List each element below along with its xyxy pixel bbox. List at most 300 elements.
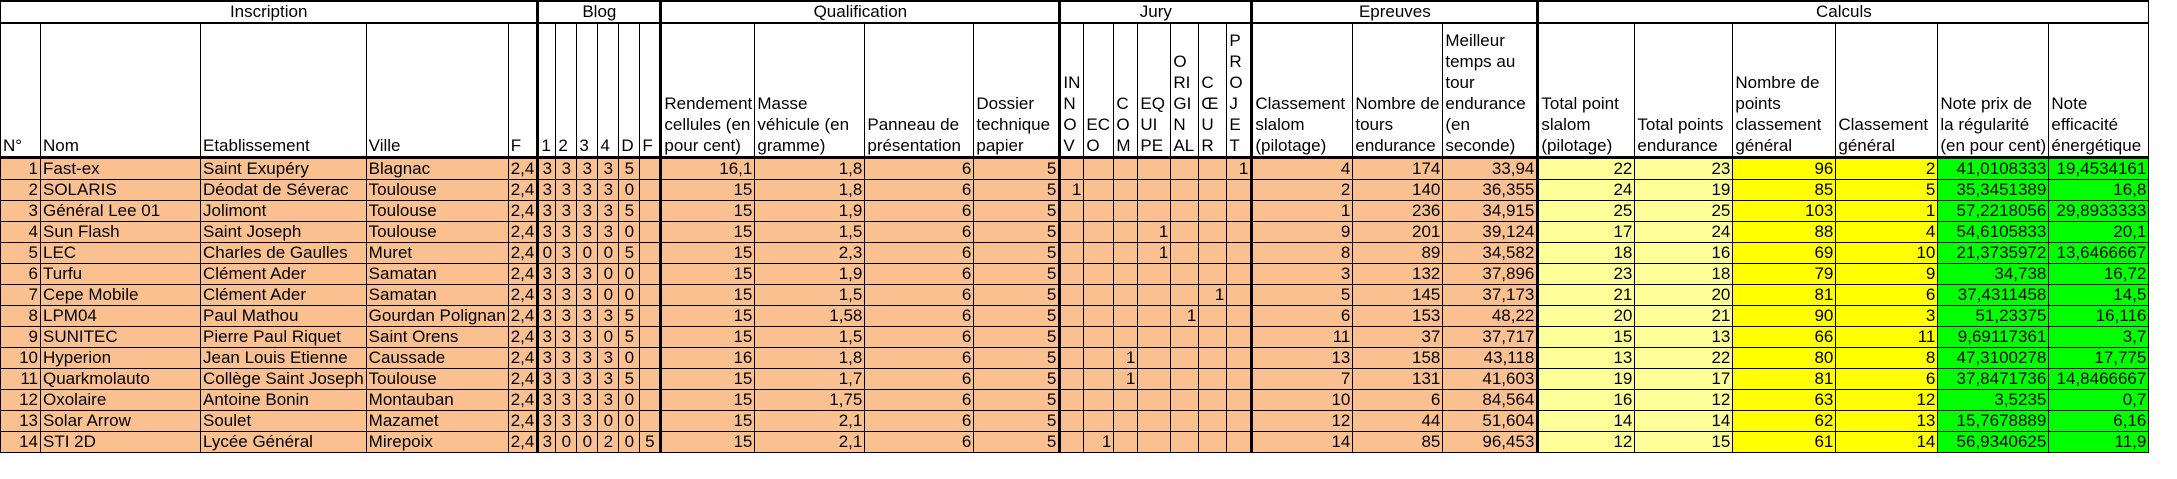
cell-com[interactable] [1114, 222, 1138, 243]
cell-com[interactable] [1114, 390, 1138, 411]
cell-classement-general[interactable]: 12 [1836, 390, 1938, 411]
cell-blog-1[interactable]: 3 [538, 158, 556, 180]
cell-total-slalom[interactable]: 19 [1538, 369, 1635, 390]
cell-classement-slalom[interactable]: 3 [1252, 264, 1353, 285]
cell-points-general[interactable]: 63 [1733, 390, 1836, 411]
cell-blog-1[interactable]: 3 [538, 285, 556, 306]
cell-points-general[interactable]: 62 [1733, 411, 1836, 432]
cell-innov[interactable] [1060, 201, 1084, 222]
cell-etablissement[interactable]: Clément Ader [201, 285, 367, 306]
cell-coeur[interactable] [1199, 348, 1227, 369]
cell-coeur[interactable] [1199, 243, 1227, 264]
cell-note-efficacite[interactable]: 19,4534161 [2049, 158, 2149, 180]
cell-rendement[interactable]: 15 [661, 411, 755, 432]
cell-panneau[interactable]: 6 [865, 411, 974, 432]
cell-blog-2[interactable]: 3 [556, 158, 577, 180]
cell-numero[interactable]: 11 [1, 369, 41, 390]
cell-equipe[interactable] [1138, 369, 1171, 390]
cell-equipe[interactable] [1138, 201, 1171, 222]
cell-points-general[interactable]: 90 [1733, 306, 1836, 327]
cell-points-general[interactable]: 103 [1733, 201, 1836, 222]
cell-dossier[interactable]: 5 [974, 390, 1060, 411]
cell-equipe[interactable] [1138, 327, 1171, 348]
cell-dossier[interactable]: 5 [974, 222, 1060, 243]
cell-total-slalom[interactable]: 25 [1538, 201, 1635, 222]
cell-coeur[interactable] [1199, 222, 1227, 243]
cell-blog-1[interactable]: 3 [538, 432, 556, 453]
cell-original[interactable] [1171, 180, 1199, 201]
cell-total-slalom[interactable]: 20 [1538, 306, 1635, 327]
cell-classement-slalom[interactable]: 2 [1252, 180, 1353, 201]
cell-note-efficacite[interactable]: 14,5 [2049, 285, 2149, 306]
cell-blog-1[interactable]: 3 [538, 411, 556, 432]
cell-total-endurance[interactable]: 24 [1635, 222, 1733, 243]
cell-panneau[interactable]: 6 [865, 264, 974, 285]
cell-eco[interactable]: 1 [1084, 432, 1114, 453]
cell-panneau[interactable]: 6 [865, 390, 974, 411]
cell-blog-d[interactable]: 0 [619, 411, 640, 432]
cell-com[interactable] [1114, 327, 1138, 348]
cell-classement-slalom[interactable]: 7 [1252, 369, 1353, 390]
cell-total-endurance[interactable]: 12 [1635, 390, 1733, 411]
cell-blog-3[interactable]: 3 [577, 158, 598, 180]
cell-numero[interactable]: 12 [1, 390, 41, 411]
cell-original[interactable] [1171, 158, 1199, 180]
cell-numero[interactable]: 3 [1, 201, 41, 222]
cell-meilleur-temps[interactable]: 37,896 [1443, 264, 1538, 285]
cell-blog-4[interactable]: 0 [598, 264, 619, 285]
cell-innov[interactable] [1060, 243, 1084, 264]
cell-blog-4[interactable]: 3 [598, 158, 619, 180]
cell-meilleur-temps[interactable]: 41,603 [1443, 369, 1538, 390]
cell-rendement[interactable]: 15 [661, 369, 755, 390]
cell-dossier[interactable]: 5 [974, 369, 1060, 390]
cell-blog-f[interactable] [640, 264, 661, 285]
cell-note-efficacite[interactable]: 6,16 [2049, 411, 2149, 432]
cell-meilleur-temps[interactable]: 84,564 [1443, 390, 1538, 411]
cell-blog-d[interactable]: 5 [619, 243, 640, 264]
cell-classement-general[interactable]: 14 [1836, 432, 1938, 453]
cell-meilleur-temps[interactable]: 34,915 [1443, 201, 1538, 222]
cell-blog-d[interactable]: 0 [619, 180, 640, 201]
cell-projet[interactable] [1227, 285, 1252, 306]
cell-nom[interactable]: Turfu [41, 264, 201, 285]
cell-blog-3[interactable]: 3 [577, 306, 598, 327]
cell-note-regularite[interactable]: 54,6105833 [1938, 222, 2049, 243]
cell-points-general[interactable]: 66 [1733, 327, 1836, 348]
cell-note-efficacite[interactable]: 17,775 [2049, 348, 2149, 369]
cell-original[interactable] [1171, 222, 1199, 243]
cell-ville[interactable]: Mazamet [366, 411, 508, 432]
cell-projet[interactable] [1227, 411, 1252, 432]
cell-blog-d[interactable]: 5 [619, 369, 640, 390]
cell-note-efficacite[interactable]: 29,8933333 [2049, 201, 2149, 222]
cell-blog-f[interactable] [640, 222, 661, 243]
cell-blog-f[interactable] [640, 285, 661, 306]
cell-equipe[interactable] [1138, 285, 1171, 306]
cell-total-endurance[interactable]: 19 [1635, 180, 1733, 201]
cell-projet[interactable] [1227, 201, 1252, 222]
cell-blog-2[interactable]: 3 [556, 369, 577, 390]
cell-coeur[interactable] [1199, 180, 1227, 201]
cell-note-regularite[interactable]: 35,3451389 [1938, 180, 2049, 201]
cell-original[interactable] [1171, 201, 1199, 222]
cell-dossier[interactable]: 5 [974, 201, 1060, 222]
cell-rendement[interactable]: 15 [661, 390, 755, 411]
cell-nombre-tours[interactable]: 145 [1353, 285, 1443, 306]
cell-classement-general[interactable]: 9 [1836, 264, 1938, 285]
cell-etablissement[interactable]: Paul Mathou [201, 306, 367, 327]
cell-blog-2[interactable]: 3 [556, 243, 577, 264]
cell-classement-slalom[interactable]: 5 [1252, 285, 1353, 306]
cell-com[interactable] [1114, 306, 1138, 327]
cell-innov[interactable] [1060, 306, 1084, 327]
cell-etablissement[interactable]: Pierre Paul Riquet [201, 327, 367, 348]
cell-eco[interactable] [1084, 158, 1114, 180]
cell-rendement[interactable]: 15 [661, 243, 755, 264]
cell-etablissement[interactable]: Lycée Général [201, 432, 367, 453]
cell-masse[interactable]: 1,8 [755, 180, 865, 201]
cell-numero[interactable]: 2 [1, 180, 41, 201]
cell-points-general[interactable]: 61 [1733, 432, 1836, 453]
cell-note-efficacite[interactable]: 0,7 [2049, 390, 2149, 411]
cell-f[interactable]: 2,4 [508, 306, 538, 327]
cell-original[interactable] [1171, 243, 1199, 264]
cell-note-efficacite[interactable]: 16,72 [2049, 264, 2149, 285]
cell-blog-f[interactable] [640, 306, 661, 327]
cell-blog-1[interactable]: 3 [538, 306, 556, 327]
cell-etablissement[interactable]: Saint Joseph [201, 222, 367, 243]
cell-blog-1[interactable]: 3 [538, 201, 556, 222]
cell-points-general[interactable]: 69 [1733, 243, 1836, 264]
cell-blog-4[interactable]: 0 [598, 285, 619, 306]
cell-blog-d[interactable]: 0 [619, 390, 640, 411]
cell-numero[interactable]: 6 [1, 264, 41, 285]
cell-ville[interactable]: Caussade [366, 348, 508, 369]
cell-projet[interactable] [1227, 390, 1252, 411]
cell-numero[interactable]: 9 [1, 327, 41, 348]
cell-eco[interactable] [1084, 264, 1114, 285]
cell-blog-d[interactable]: 5 [619, 327, 640, 348]
cell-rendement[interactable]: 15 [661, 180, 755, 201]
cell-classement-general[interactable]: 3 [1836, 306, 1938, 327]
cell-f[interactable]: 2,4 [508, 348, 538, 369]
cell-points-general[interactable]: 81 [1733, 285, 1836, 306]
cell-nombre-tours[interactable]: 89 [1353, 243, 1443, 264]
cell-note-regularite[interactable]: 37,8471736 [1938, 369, 2049, 390]
cell-blog-3[interactable]: 0 [577, 432, 598, 453]
cell-eco[interactable] [1084, 243, 1114, 264]
cell-eco[interactable] [1084, 369, 1114, 390]
cell-f[interactable]: 2,4 [508, 180, 538, 201]
cell-blog-d[interactable]: 5 [619, 201, 640, 222]
cell-masse[interactable]: 1,75 [755, 390, 865, 411]
cell-note-efficacite[interactable]: 20,1 [2049, 222, 2149, 243]
cell-blog-d[interactable]: 0 [619, 285, 640, 306]
cell-total-slalom[interactable]: 16 [1538, 390, 1635, 411]
cell-note-efficacite[interactable]: 3,7 [2049, 327, 2149, 348]
cell-meilleur-temps[interactable]: 37,173 [1443, 285, 1538, 306]
cell-original[interactable] [1171, 285, 1199, 306]
cell-com[interactable] [1114, 285, 1138, 306]
cell-innov[interactable] [1060, 285, 1084, 306]
cell-total-slalom[interactable]: 15 [1538, 327, 1635, 348]
cell-ville[interactable]: Mirepoix [366, 432, 508, 453]
cell-ville[interactable]: Samatan [366, 264, 508, 285]
cell-classement-general[interactable]: 6 [1836, 285, 1938, 306]
cell-blog-4[interactable]: 3 [598, 369, 619, 390]
cell-etablissement[interactable]: Charles de Gaulles [201, 243, 367, 264]
cell-masse[interactable]: 1,5 [755, 327, 865, 348]
cell-innov[interactable] [1060, 327, 1084, 348]
cell-nombre-tours[interactable]: 201 [1353, 222, 1443, 243]
cell-numero[interactable]: 5 [1, 243, 41, 264]
cell-blog-1[interactable]: 3 [538, 390, 556, 411]
cell-blog-4[interactable]: 2 [598, 432, 619, 453]
cell-nombre-tours[interactable]: 131 [1353, 369, 1443, 390]
cell-coeur[interactable] [1199, 264, 1227, 285]
cell-original[interactable] [1171, 264, 1199, 285]
cell-dossier[interactable]: 5 [974, 180, 1060, 201]
cell-classement-general[interactable]: 1 [1836, 201, 1938, 222]
cell-total-endurance[interactable]: 22 [1635, 348, 1733, 369]
cell-equipe[interactable] [1138, 264, 1171, 285]
cell-masse[interactable]: 2,3 [755, 243, 865, 264]
cell-nom[interactable]: Cepe Mobile [41, 285, 201, 306]
cell-blog-d[interactable]: 0 [619, 432, 640, 453]
cell-classement-general[interactable]: 6 [1836, 369, 1938, 390]
cell-blog-2[interactable]: 3 [556, 264, 577, 285]
cell-innov[interactable] [1060, 348, 1084, 369]
cell-blog-f[interactable]: 5 [640, 432, 661, 453]
cell-masse[interactable]: 1,8 [755, 158, 865, 180]
cell-etablissement[interactable]: Déodat de Séverac [201, 180, 367, 201]
cell-nom[interactable]: Solar Arrow [41, 411, 201, 432]
cell-blog-3[interactable]: 3 [577, 348, 598, 369]
cell-classement-slalom[interactable]: 8 [1252, 243, 1353, 264]
cell-projet[interactable] [1227, 180, 1252, 201]
cell-note-regularite[interactable]: 9,69117361 [1938, 327, 2049, 348]
cell-etablissement[interactable]: Soulet [201, 411, 367, 432]
cell-original[interactable]: 1 [1171, 306, 1199, 327]
cell-note-regularite[interactable]: 41,0108333 [1938, 158, 2049, 180]
cell-note-regularite[interactable]: 37,4311458 [1938, 285, 2049, 306]
cell-blog-f[interactable] [640, 348, 661, 369]
cell-note-regularite[interactable]: 15,7678889 [1938, 411, 2049, 432]
cell-masse[interactable]: 1,9 [755, 264, 865, 285]
cell-f[interactable]: 2,4 [508, 432, 538, 453]
cell-blog-2[interactable]: 3 [556, 411, 577, 432]
cell-total-endurance[interactable]: 25 [1635, 201, 1733, 222]
cell-dossier[interactable]: 5 [974, 432, 1060, 453]
cell-innov[interactable] [1060, 158, 1084, 180]
cell-equipe[interactable] [1138, 158, 1171, 180]
cell-rendement[interactable]: 15 [661, 264, 755, 285]
cell-f[interactable]: 2,4 [508, 369, 538, 390]
cell-blog-f[interactable] [640, 390, 661, 411]
cell-blog-3[interactable]: 3 [577, 390, 598, 411]
cell-classement-general[interactable]: 13 [1836, 411, 1938, 432]
cell-note-regularite[interactable]: 47,3100278 [1938, 348, 2049, 369]
cell-eco[interactable] [1084, 306, 1114, 327]
cell-numero[interactable]: 10 [1, 348, 41, 369]
cell-eco[interactable] [1084, 201, 1114, 222]
cell-com[interactable] [1114, 201, 1138, 222]
cell-total-endurance[interactable]: 15 [1635, 432, 1733, 453]
cell-eco[interactable] [1084, 180, 1114, 201]
cell-blog-1[interactable]: 3 [538, 222, 556, 243]
cell-blog-f[interactable] [640, 201, 661, 222]
cell-nom[interactable]: Général Lee 01 [41, 201, 201, 222]
cell-blog-3[interactable]: 0 [577, 243, 598, 264]
cell-nom[interactable]: Oxolaire [41, 390, 201, 411]
cell-classement-general[interactable]: 8 [1836, 348, 1938, 369]
cell-points-general[interactable]: 96 [1733, 158, 1836, 180]
cell-projet[interactable] [1227, 306, 1252, 327]
cell-classement-general[interactable]: 5 [1836, 180, 1938, 201]
cell-eco[interactable] [1084, 348, 1114, 369]
cell-etablissement[interactable]: Antoine Bonin [201, 390, 367, 411]
cell-nom[interactable]: LEC [41, 243, 201, 264]
cell-dossier[interactable]: 5 [974, 264, 1060, 285]
cell-innov[interactable] [1060, 222, 1084, 243]
cell-total-slalom[interactable]: 23 [1538, 264, 1635, 285]
cell-blog-3[interactable]: 3 [577, 222, 598, 243]
cell-blog-4[interactable]: 0 [598, 327, 619, 348]
cell-coeur[interactable] [1199, 201, 1227, 222]
cell-f[interactable]: 2,4 [508, 285, 538, 306]
cell-com[interactable] [1114, 180, 1138, 201]
cell-rendement[interactable]: 16 [661, 348, 755, 369]
cell-blog-f[interactable] [640, 180, 661, 201]
cell-total-endurance[interactable]: 23 [1635, 158, 1733, 180]
cell-panneau[interactable]: 6 [865, 180, 974, 201]
cell-meilleur-temps[interactable]: 48,22 [1443, 306, 1538, 327]
cell-projet[interactable] [1227, 432, 1252, 453]
cell-f[interactable]: 2,4 [508, 201, 538, 222]
cell-points-general[interactable]: 85 [1733, 180, 1836, 201]
cell-blog-2[interactable]: 3 [556, 285, 577, 306]
cell-note-efficacite[interactable]: 14,8466667 [2049, 369, 2149, 390]
cell-innov[interactable] [1060, 369, 1084, 390]
cell-blog-d[interactable]: 0 [619, 348, 640, 369]
cell-blog-4[interactable]: 0 [598, 411, 619, 432]
cell-total-endurance[interactable]: 14 [1635, 411, 1733, 432]
cell-total-slalom[interactable]: 21 [1538, 285, 1635, 306]
cell-numero[interactable]: 8 [1, 306, 41, 327]
cell-nom[interactable]: Sun Flash [41, 222, 201, 243]
cell-projet[interactable] [1227, 348, 1252, 369]
cell-total-endurance[interactable]: 17 [1635, 369, 1733, 390]
cell-nombre-tours[interactable]: 158 [1353, 348, 1443, 369]
cell-classement-general[interactable]: 2 [1836, 158, 1938, 180]
cell-blog-2[interactable]: 3 [556, 348, 577, 369]
cell-ville[interactable]: Toulouse [366, 201, 508, 222]
cell-blog-2[interactable]: 3 [556, 222, 577, 243]
cell-original[interactable] [1171, 369, 1199, 390]
cell-nom[interactable]: Hyperion [41, 348, 201, 369]
cell-original[interactable] [1171, 432, 1199, 453]
cell-nom[interactable]: LPM04 [41, 306, 201, 327]
cell-blog-f[interactable] [640, 327, 661, 348]
cell-ville[interactable]: Toulouse [366, 222, 508, 243]
cell-coeur[interactable] [1199, 390, 1227, 411]
cell-blog-4[interactable]: 3 [598, 222, 619, 243]
cell-nom[interactable]: SUNITEC [41, 327, 201, 348]
cell-blog-4[interactable]: 3 [598, 390, 619, 411]
cell-points-general[interactable]: 80 [1733, 348, 1836, 369]
cell-note-regularite[interactable]: 3,5235 [1938, 390, 2049, 411]
cell-blog-d[interactable]: 5 [619, 158, 640, 180]
cell-ville[interactable]: Montauban [366, 390, 508, 411]
cell-total-slalom[interactable]: 18 [1538, 243, 1635, 264]
cell-rendement[interactable]: 15 [661, 306, 755, 327]
cell-panneau[interactable]: 6 [865, 201, 974, 222]
cell-meilleur-temps[interactable]: 39,124 [1443, 222, 1538, 243]
cell-projet[interactable] [1227, 222, 1252, 243]
cell-equipe[interactable]: 1 [1138, 243, 1171, 264]
cell-blog-1[interactable]: 3 [538, 327, 556, 348]
cell-panneau[interactable]: 6 [865, 222, 974, 243]
cell-classement-slalom[interactable]: 6 [1252, 306, 1353, 327]
cell-dossier[interactable]: 5 [974, 243, 1060, 264]
cell-ville[interactable]: Saint Orens [366, 327, 508, 348]
cell-nom[interactable]: SOLARIS [41, 180, 201, 201]
cell-nom[interactable]: Fast-ex [41, 158, 201, 180]
cell-etablissement[interactable]: Collège Saint Joseph [201, 369, 367, 390]
cell-original[interactable] [1171, 348, 1199, 369]
cell-equipe[interactable] [1138, 306, 1171, 327]
cell-note-regularite[interactable]: 56,9340625 [1938, 432, 2049, 453]
cell-dossier[interactable]: 5 [974, 285, 1060, 306]
cell-blog-2[interactable]: 3 [556, 201, 577, 222]
cell-ville[interactable]: Blagnac [366, 158, 508, 180]
cell-masse[interactable]: 1,5 [755, 285, 865, 306]
cell-blog-4[interactable]: 3 [598, 201, 619, 222]
cell-meilleur-temps[interactable]: 51,604 [1443, 411, 1538, 432]
cell-blog-d[interactable]: 0 [619, 222, 640, 243]
cell-dossier[interactable]: 5 [974, 348, 1060, 369]
cell-nombre-tours[interactable]: 132 [1353, 264, 1443, 285]
cell-com[interactable] [1114, 158, 1138, 180]
cell-f[interactable]: 2,4 [508, 390, 538, 411]
cell-blog-2[interactable]: 3 [556, 390, 577, 411]
cell-dossier[interactable]: 5 [974, 158, 1060, 180]
cell-blog-2[interactable]: 3 [556, 180, 577, 201]
cell-blog-3[interactable]: 3 [577, 201, 598, 222]
cell-blog-3[interactable]: 3 [577, 327, 598, 348]
cell-classement-general[interactable]: 4 [1836, 222, 1938, 243]
cell-com[interactable] [1114, 432, 1138, 453]
cell-ville[interactable]: Muret [366, 243, 508, 264]
cell-note-efficacite[interactable]: 16,116 [2049, 306, 2149, 327]
cell-blog-4[interactable]: 3 [598, 306, 619, 327]
cell-coeur[interactable] [1199, 158, 1227, 180]
cell-panneau[interactable]: 6 [865, 306, 974, 327]
cell-blog-1[interactable]: 3 [538, 348, 556, 369]
cell-dossier[interactable]: 5 [974, 306, 1060, 327]
cell-nombre-tours[interactable]: 44 [1353, 411, 1443, 432]
cell-numero[interactable]: 14 [1, 432, 41, 453]
cell-blog-1[interactable]: 0 [538, 243, 556, 264]
cell-blog-f[interactable] [640, 411, 661, 432]
cell-masse[interactable]: 1,7 [755, 369, 865, 390]
cell-rendement[interactable]: 15 [661, 432, 755, 453]
cell-coeur[interactable] [1199, 369, 1227, 390]
cell-rendement[interactable]: 15 [661, 222, 755, 243]
cell-blog-1[interactable]: 3 [538, 369, 556, 390]
cell-f[interactable]: 2,4 [508, 158, 538, 180]
